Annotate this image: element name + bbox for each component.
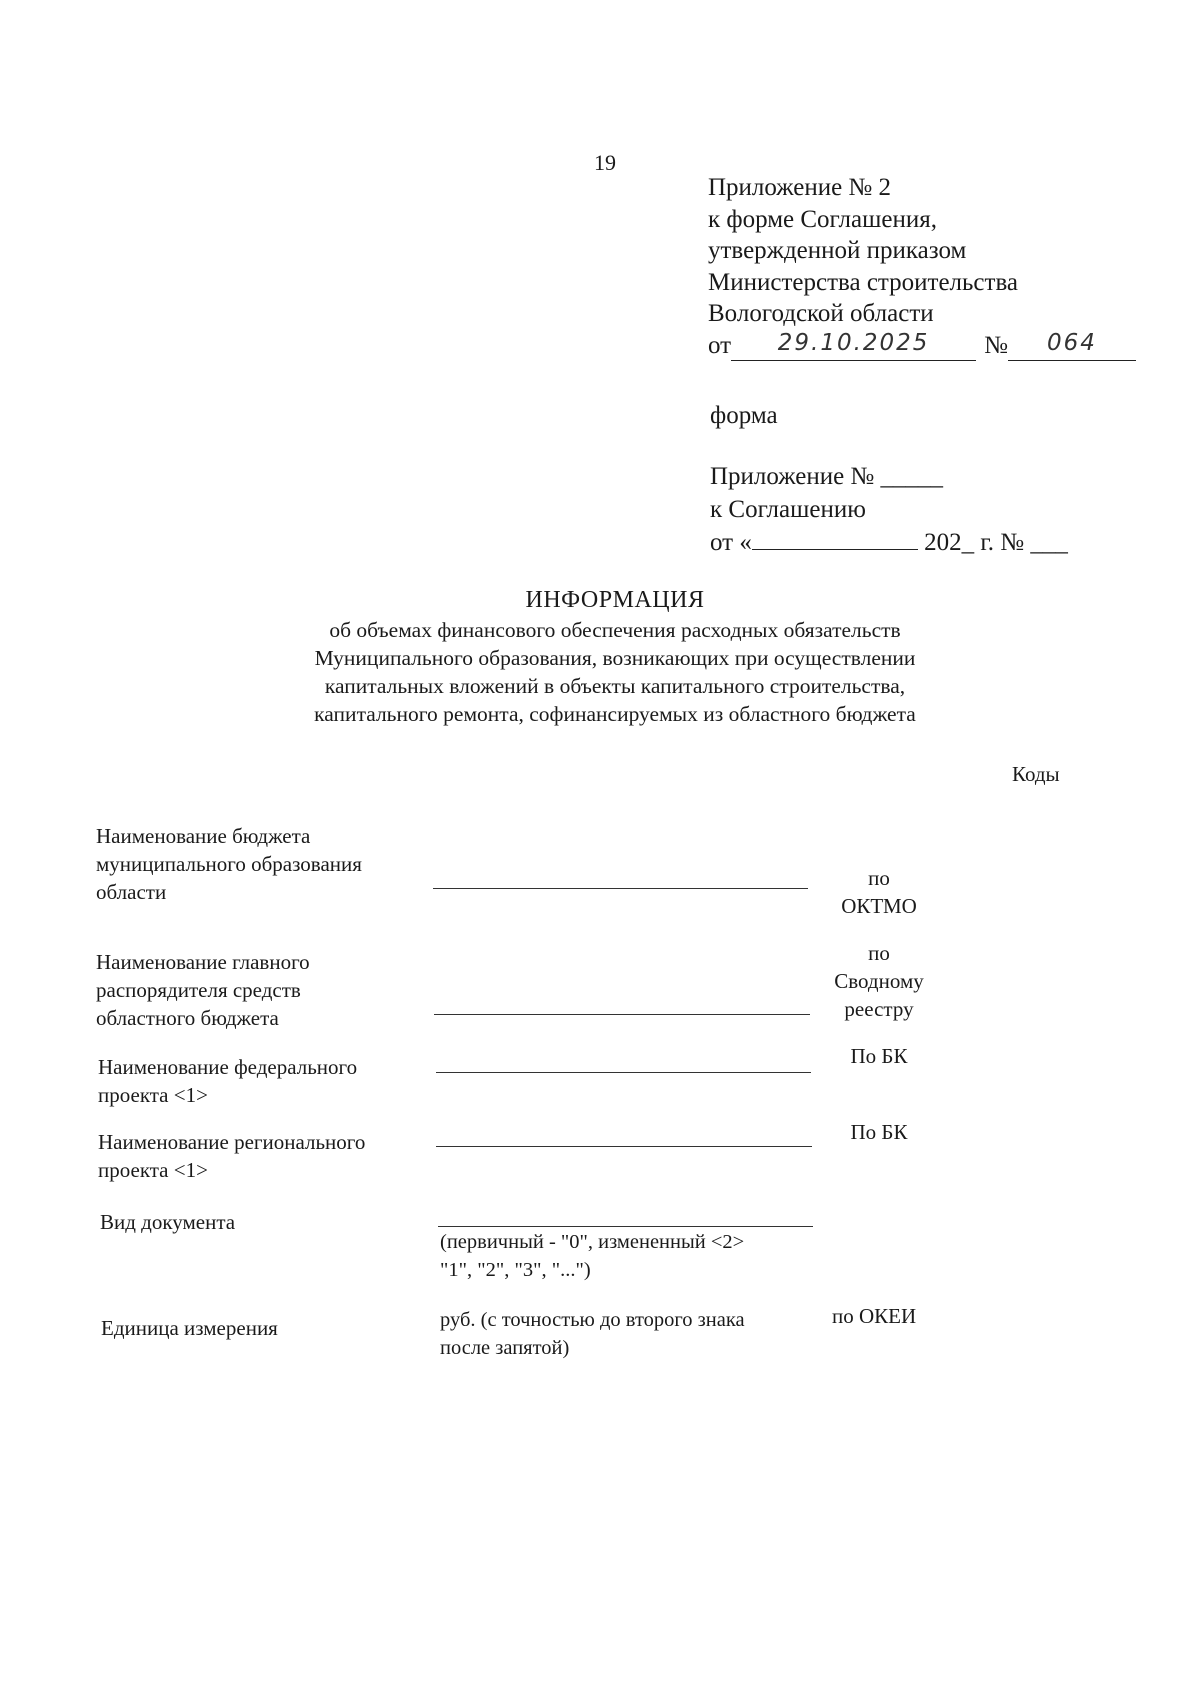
federal-project-label-line-2: проекта <1> xyxy=(98,1083,208,1107)
unit-value xyxy=(440,1306,745,1362)
regional-project-label-line-2: проекта <1> xyxy=(98,1158,208,1182)
approval-date-row xyxy=(708,330,1136,362)
appendix-date-blank xyxy=(752,527,918,550)
distributor-name-label xyxy=(96,948,310,1032)
regional-project-bk-code-label: По БК xyxy=(850,1120,908,1144)
regional-project-field[interactable] xyxy=(436,1146,812,1147)
unit-value-line-2: после запятой) xyxy=(440,1337,570,1359)
approval-line-1: Приложение № 2 xyxy=(708,174,892,201)
distributor-name-field[interactable] xyxy=(434,1014,810,1015)
document-type-hint-line-2: "1", "2", "3", "...") xyxy=(440,1259,591,1281)
budget-name-label xyxy=(96,822,362,906)
appendix-date-prefix: от « xyxy=(710,529,752,556)
appendix-line-2: к Соглашению xyxy=(710,496,866,523)
document-title: ИНФОРМАЦИЯ xyxy=(525,587,705,613)
approval-line-2: к форме Соглашения, xyxy=(708,205,937,233)
document-type-label: Вид документа xyxy=(100,1210,236,1234)
document-type-hint xyxy=(440,1228,744,1284)
approval-line-5: Вологодской области xyxy=(708,300,934,327)
order-number-value: 064 xyxy=(1047,330,1097,356)
distributor-label-line-2: распорядителя средств xyxy=(96,978,301,1002)
oktmo-code-line-1: по xyxy=(868,866,890,890)
appendix-number-blank: ___ xyxy=(1030,529,1068,556)
federal-project-field[interactable] xyxy=(436,1072,811,1073)
approval-line-3: утвержденной приказом xyxy=(708,237,967,264)
subtitle-line-3: капитальных вложений в объекты капитального строительства, xyxy=(324,674,906,698)
order-date-value: 29.10.2025 xyxy=(777,330,930,356)
oktmo-code-label xyxy=(814,864,944,920)
distributor-label-line-3: областного бюджета xyxy=(96,1006,279,1030)
order-number-field xyxy=(1008,330,1136,361)
number-prefix: № xyxy=(984,331,1008,359)
budget-label-line-2: муниципального образования xyxy=(96,852,362,876)
form-label: форма xyxy=(710,402,778,429)
date-prefix: от xyxy=(708,331,732,359)
appendix-line-1: Приложение № _____ xyxy=(710,463,944,490)
federal-project-bk-code-label: По БК xyxy=(850,1044,908,1068)
summary-registry-code-label xyxy=(814,939,944,1023)
subtitle-line-4: капитального ремонта, софинансируемых из областного бюджета xyxy=(314,702,916,726)
registry-code-line-3: реестру xyxy=(844,997,914,1021)
budget-label-line-1: Наименование бюджета xyxy=(96,824,311,848)
oktmo-code-line-2: ОКТМО xyxy=(841,894,917,918)
appendix-year-number: 202_ г. № xyxy=(924,529,1025,556)
budget-name-field[interactable] xyxy=(433,888,808,889)
order-date-field xyxy=(731,330,976,361)
approval-block xyxy=(708,172,1136,361)
document-type-hint-line-1: (первичный - "0", измененный <2> xyxy=(440,1231,745,1253)
agreement-appendix-block xyxy=(710,460,1068,559)
page-number: 19 xyxy=(594,150,616,175)
federal-project-label xyxy=(98,1053,357,1109)
regional-project-label xyxy=(98,1128,365,1184)
codes-label: Коды xyxy=(1012,762,1060,786)
unit-value-line-1: руб. (с точностью до второго знака xyxy=(440,1309,745,1331)
subtitle-line-1: об объемах финансового обеспечения расходных обязательств xyxy=(329,618,901,642)
document-type-field[interactable] xyxy=(438,1226,813,1227)
federal-project-label-line-1: Наименование федерального xyxy=(98,1055,358,1079)
approval-line-4: Министерства строительства xyxy=(708,268,1019,296)
okei-code-label: по ОКЕИ xyxy=(832,1304,917,1328)
registry-code-line-1: по xyxy=(868,941,890,965)
unit-label: Единица измерения xyxy=(101,1316,278,1340)
regional-project-label-line-1: Наименование регионального xyxy=(98,1130,366,1154)
budget-label-line-3: области xyxy=(96,880,167,904)
appendix-line-3 xyxy=(710,526,1068,559)
registry-code-line-2: Сводному xyxy=(834,969,924,993)
subtitle-line-2: Муниципального образования, возникающих при осуществлении xyxy=(314,646,916,670)
document-subtitle xyxy=(0,616,1200,728)
distributor-label-line-1: Наименование главного xyxy=(96,950,310,974)
